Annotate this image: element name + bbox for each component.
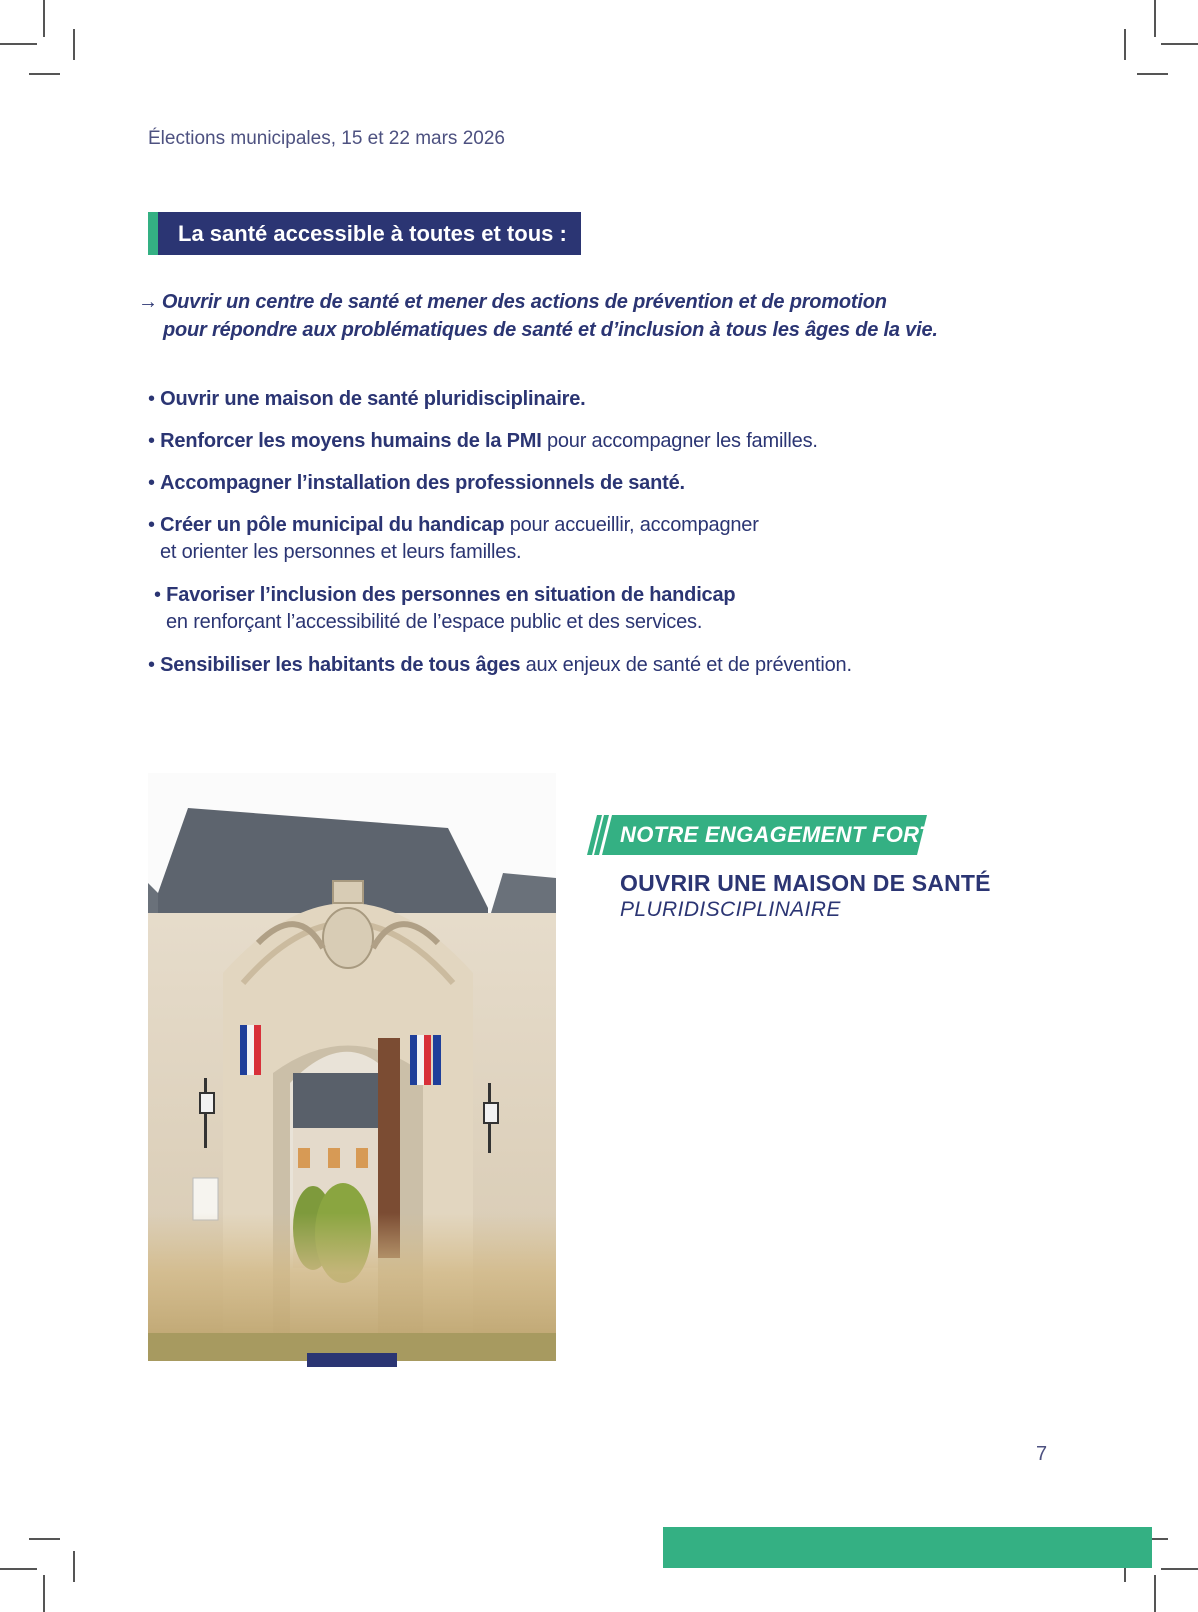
bullet-icon: •	[148, 430, 155, 452]
list-item	[154, 582, 735, 636]
crop-mark	[29, 1538, 60, 1540]
item-rest: pour accueillir, accompagner	[504, 514, 759, 536]
arrow-icon: →	[138, 291, 158, 313]
list-item	[148, 512, 759, 566]
crop-mark	[1161, 43, 1198, 45]
bullet-icon: •	[154, 584, 161, 606]
intro-statement	[138, 288, 938, 344]
crop-mark	[1124, 29, 1126, 60]
crop-mark	[1154, 0, 1156, 37]
item-bold: Sensibiliser les habitants de tous âges	[160, 654, 521, 676]
bullet-icon: •	[148, 388, 155, 410]
bullet-icon: •	[148, 654, 155, 676]
crop-mark	[43, 0, 45, 37]
list-item	[148, 428, 818, 455]
item-bold: Créer un pôle municipal du handicap	[160, 514, 505, 536]
item-rest: pour accompagner les familles.	[541, 430, 818, 452]
crop-mark	[29, 73, 60, 75]
engagement-badge	[588, 815, 947, 855]
intro-line-2: pour répondre aux problématiques de santé et d’inclusion à tous les âges de la vie.	[163, 319, 938, 341]
bullet-icon: •	[148, 472, 155, 494]
item-rest: aux enjeux de santé et de prévention.	[520, 654, 852, 676]
item-bold: Renforcer les moyens humains de la PMI	[160, 430, 542, 452]
crop-mark	[73, 29, 75, 60]
list-item	[148, 652, 852, 679]
crop-mark	[0, 1568, 37, 1570]
item-continuation: et orienter les personnes et leurs familles.	[160, 541, 522, 563]
footer-accent-bar	[663, 1527, 1152, 1568]
engagement-badge-label: NOTRE ENGAGEMENT FORT :	[620, 822, 947, 847]
item-bold: Accompagner l’installation des professionnels de santé.	[160, 472, 685, 494]
photo-accent-bar	[307, 1353, 397, 1367]
header-date: Élections municipales, 15 et 22 mars 2026	[148, 128, 505, 149]
section-title	[148, 212, 581, 255]
list-item	[148, 470, 685, 497]
item-bold: Favoriser l’inclusion des personnes en situation de handicap	[166, 584, 736, 606]
crop-mark	[1137, 73, 1168, 75]
item-continuation: en renforçant l’accessibilité de l’espace public et des services.	[166, 611, 703, 633]
bullet-icon: •	[148, 514, 155, 536]
page-number: 7	[1036, 1443, 1048, 1465]
list-item	[148, 386, 586, 413]
engagement-title: OUVRIR UNE MAISON DE SANTÉ	[620, 870, 991, 896]
engagement-subtitle: PLURIDISCIPLINAIRE	[620, 898, 841, 921]
crop-mark	[43, 1575, 45, 1612]
item-bold: Ouvrir une maison de santé pluridisciplinaire.	[160, 388, 586, 410]
crop-mark	[1161, 1568, 1198, 1570]
crop-mark	[1154, 1575, 1156, 1612]
crop-mark	[0, 43, 37, 45]
section-title-text: La santé accessible à toutes et tous :	[178, 220, 567, 246]
crop-mark	[73, 1551, 75, 1582]
intro-line-1: Ouvrir un centre de santé et mener des actions de prévention et de promotion	[161, 291, 887, 313]
building-gate-photo	[148, 773, 556, 1361]
